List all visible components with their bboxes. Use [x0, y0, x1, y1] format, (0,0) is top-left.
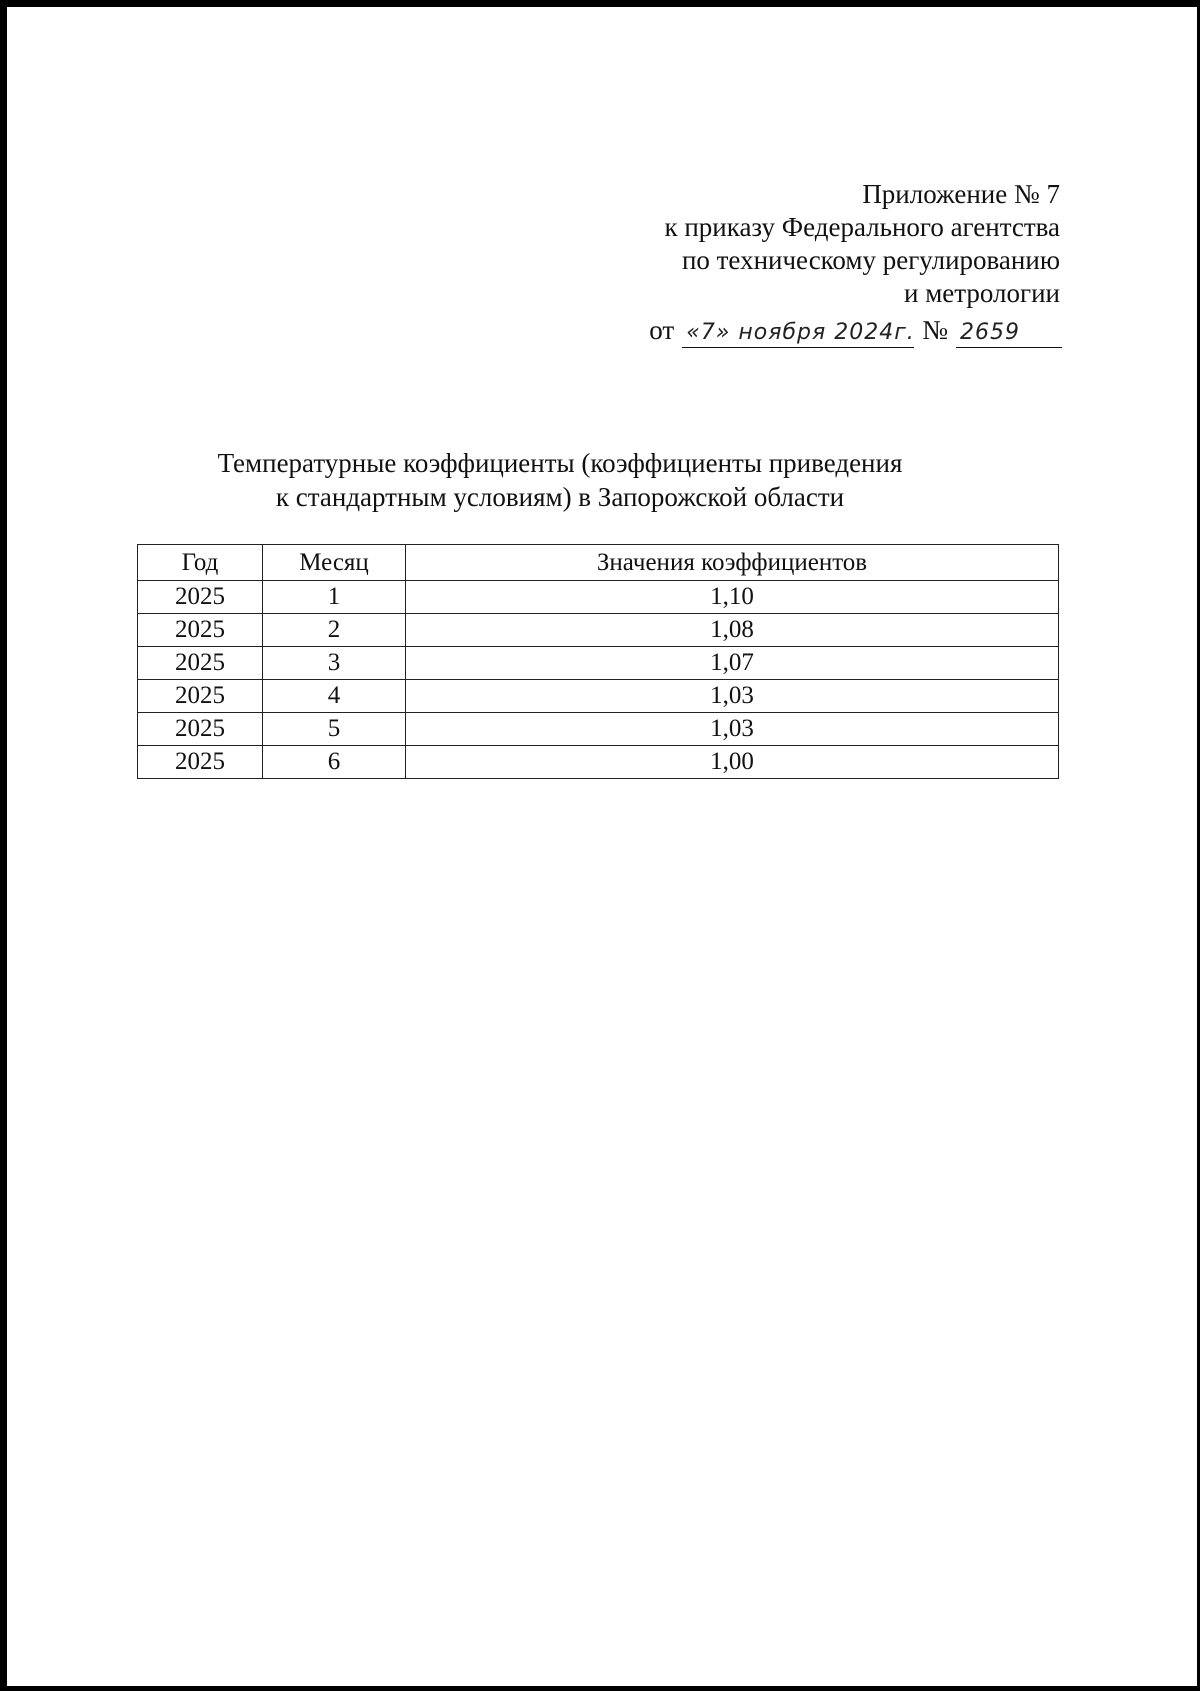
appendix-header	[540, 178, 1060, 310]
order-from-label: от	[649, 315, 675, 345]
table-row	[138, 713, 1059, 746]
cell-value: 1,03	[406, 680, 1059, 713]
cell-year: 2025	[138, 746, 263, 779]
cell-month: 2	[263, 614, 406, 647]
scan-edge-top	[0, 0, 1200, 7]
header-year: Год	[138, 545, 263, 581]
scan-edge-left	[0, 0, 7, 1691]
table-row	[138, 614, 1059, 647]
cell-year: 2025	[138, 647, 263, 680]
title-line-2: к стандартным условиям) в Запорожской области	[275, 482, 845, 512]
cell-value: 1,10	[406, 581, 1059, 614]
appendix-order-ref: к приказу Федерального агентства	[664, 212, 1060, 242]
cell-month: 4	[263, 680, 406, 713]
cell-month: 3	[263, 647, 406, 680]
cell-year: 2025	[138, 713, 263, 746]
cell-value: 1,03	[406, 713, 1059, 746]
cell-year: 2025	[138, 680, 263, 713]
cell-month: 6	[263, 746, 406, 779]
order-date-number-line	[649, 312, 1062, 348]
cell-value: 1,07	[406, 647, 1059, 680]
appendix-agency-line-1: по техническому регулированию	[681, 245, 1060, 275]
document-title	[200, 446, 920, 514]
table-row	[138, 680, 1059, 713]
table-row	[138, 746, 1059, 779]
cell-month: 5	[263, 713, 406, 746]
cell-month: 1	[263, 581, 406, 614]
coefficients-table	[137, 544, 1059, 779]
appendix-number: Приложение № 7	[862, 179, 1060, 209]
order-number-label: №	[922, 315, 948, 345]
header-coefficient-values: Значения коэффициентов	[406, 545, 1059, 581]
cell-value: 1,08	[406, 614, 1059, 647]
table-row	[138, 647, 1059, 680]
order-date-handwritten: «7» ноября 2024г.	[682, 319, 914, 348]
cell-year: 2025	[138, 614, 263, 647]
header-month: Месяц	[263, 545, 406, 581]
cell-value: 1,00	[406, 746, 1059, 779]
title-line-1: Температурные коэффициенты (коэффициенты приведения	[217, 448, 903, 478]
table-row	[138, 581, 1059, 614]
table-header-row	[138, 545, 1059, 581]
order-number-handwritten: 2659	[956, 319, 1062, 348]
scan-edge-bottom	[0, 1686, 1200, 1691]
cell-year: 2025	[138, 581, 263, 614]
coefficients-table-wrapper	[137, 544, 1059, 779]
appendix-agency-line-2: и метрологии	[904, 278, 1060, 308]
